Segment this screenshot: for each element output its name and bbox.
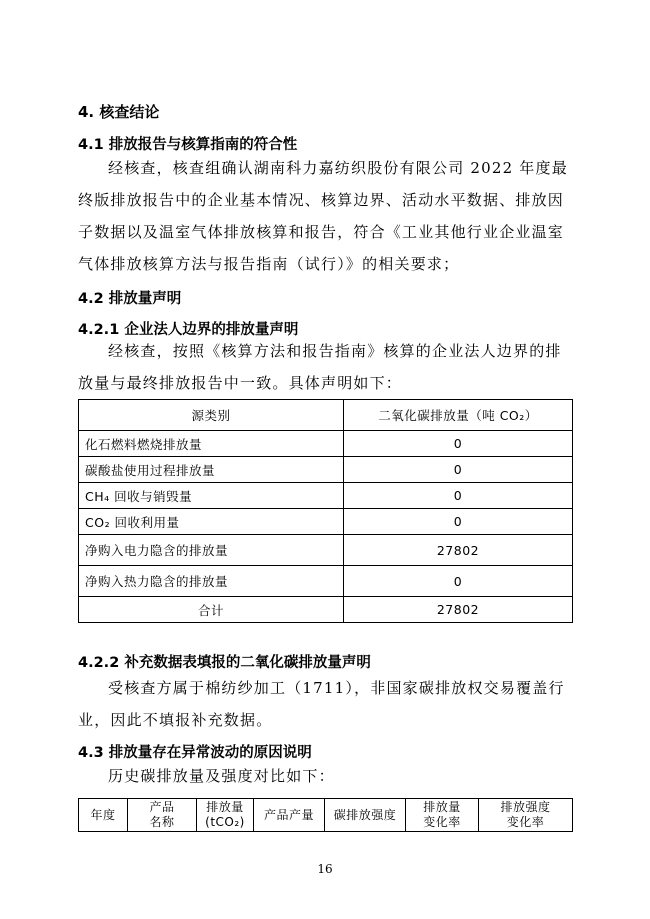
row-amount: 0 bbox=[344, 509, 573, 535]
table-row bbox=[79, 431, 573, 457]
emission-table bbox=[78, 399, 573, 623]
section-4-1-title: 4.1 排放报告与核算指南的符合性 bbox=[78, 137, 298, 153]
page-number: 16 bbox=[317, 862, 333, 876]
header-source: 源类别 bbox=[79, 400, 344, 431]
total-label: 合计 bbox=[79, 597, 344, 623]
section-4-3-paragraph: 历史碳排放量及强度对比如下： bbox=[108, 767, 335, 785]
row-source: 净购入电力隐含的排放量 bbox=[79, 535, 344, 566]
row-source: CO₂ 回收利用量 bbox=[79, 509, 344, 535]
history-header-year: 年度 bbox=[79, 799, 128, 832]
history-header-intensity-change: 排放强度 变化率 bbox=[479, 799, 573, 832]
history-table bbox=[78, 798, 573, 832]
section-4-2-title: 4.2 排放量声明 bbox=[78, 291, 182, 307]
row-amount: 0 bbox=[344, 566, 573, 597]
section-4-2-1-paragraph: 经核查，按照《核算方法和报告指南》核算的企业法人边界的排放量与最终排放报告中一致。具体声明如下： bbox=[78, 342, 562, 392]
history-header-emission: 排放量 (tCO₂) bbox=[197, 799, 254, 832]
section-4-2-2-paragraph: 受核查方属于棉纺纱加工（1711），非国家碳排放权交易覆盖行业，因此不填报补充数据。 bbox=[78, 679, 565, 729]
total-amount: 27802 bbox=[344, 597, 573, 623]
table-row bbox=[79, 509, 573, 535]
table-row bbox=[79, 566, 573, 597]
history-table-header bbox=[79, 799, 573, 832]
total-row bbox=[79, 597, 573, 623]
row-amount: 27802 bbox=[344, 535, 573, 566]
header-amount: 二氧化碳排放量（吨 CO₂） bbox=[344, 400, 573, 431]
section-4-2-2-title: 4.2.2 补充数据表填报的二氧化碳排放量声明 bbox=[78, 655, 371, 671]
table-row bbox=[79, 535, 573, 566]
section-4-title: 4. 核查结论 bbox=[78, 103, 160, 121]
history-header-product-name: 产品 名称 bbox=[128, 799, 197, 832]
table-row bbox=[79, 457, 573, 483]
row-source: 碳酸盐使用过程排放量 bbox=[79, 457, 344, 483]
row-amount: 0 bbox=[344, 457, 573, 483]
history-header-output: 产品产量 bbox=[254, 799, 325, 832]
section-4-2-1-title: 4.2.1 企业法人边界的排放量声明 bbox=[78, 322, 299, 338]
emission-table-header bbox=[79, 400, 573, 431]
row-source: CH₄ 回收与销毁量 bbox=[79, 483, 344, 509]
history-header-emission-change: 排放量 变化率 bbox=[406, 799, 479, 832]
history-header-intensity: 碳排放强度 bbox=[325, 799, 406, 832]
row-amount: 0 bbox=[344, 431, 573, 457]
row-amount: 0 bbox=[344, 483, 573, 509]
section-4-3-title: 4.3 排放量存在异常波动的原因说明 bbox=[78, 745, 312, 761]
row-source: 净购入热力隐含的排放量 bbox=[79, 566, 344, 597]
section-4-1-paragraph: 经核查，核查组确认湖南科力嘉纺织股份有限公司 2022 年度最终版排放报告中的企业基本情况、核算边界、活动水平数据、排放因子数据以及温室气体排放核算和报告，符合《工业其他行业企业温室气体排放核算方法与报告指南（试行）》的相关要求； bbox=[78, 159, 568, 273]
table-row bbox=[79, 483, 573, 509]
row-source: 化石燃料燃烧排放量 bbox=[79, 431, 344, 457]
